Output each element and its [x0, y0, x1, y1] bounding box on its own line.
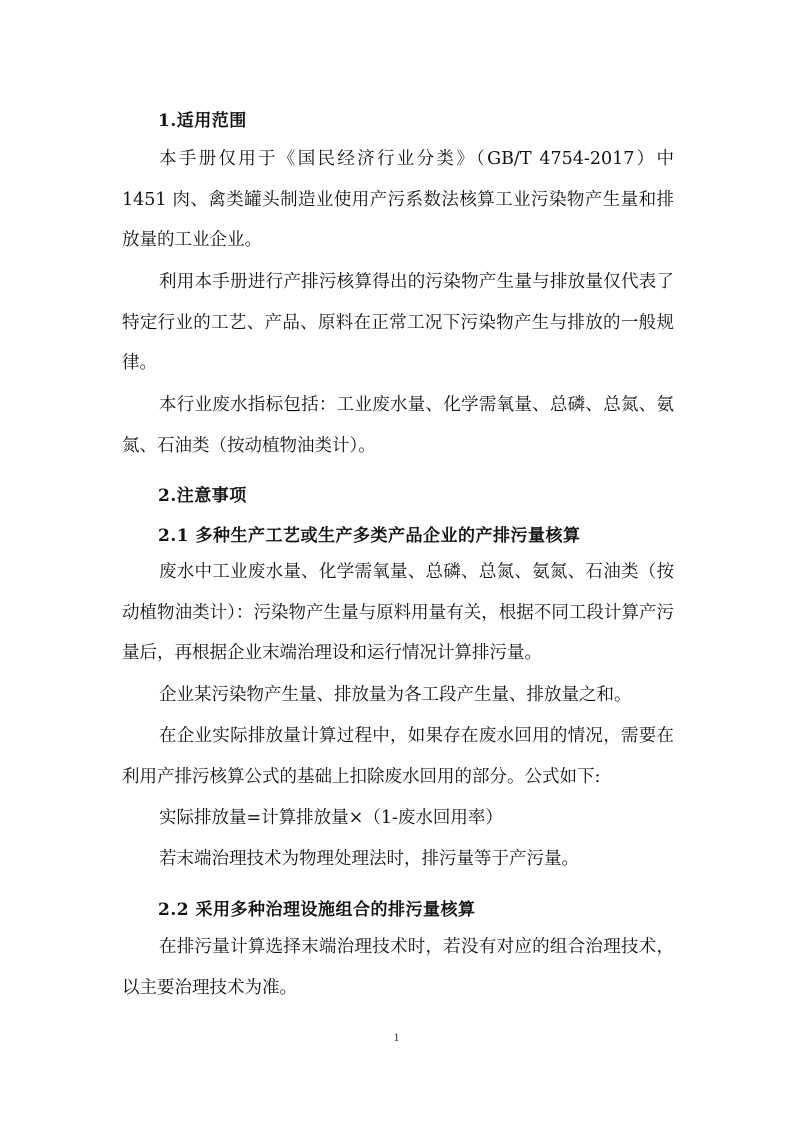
section-2-1-paragraph-2: 企业某污染物产生量、排放量为各工段产生量、排放量之和。 [159, 685, 632, 705]
section-1-paragraph-1: 本手册仅用于《国民经济行业分类》（GB/T 4754-2017）中 1451 肉、禽类罐头制造业使用产污系数法核算工业污染物产生量和排放量的工业企业。 [122, 149, 674, 251]
section-2-1-paragraph-3: 在企业实际排放量计算过程中，如果存在废水回用的情况，需要在利用产排污核算公式的基础上扣除废水回用的部分。公式如下: [122, 726, 674, 787]
section-2-2-paragraph-1: 在排污量计算选择末端治理技术时，若没有对应的组合治理技术，以主要治理技术为准。 [122, 937, 674, 998]
section-1-heading: 1.适用范围 [158, 111, 247, 131]
section-2-2-heading: 2.2 采用多种治理设施组合的排污量核算 [158, 900, 476, 920]
section-1-paragraph-3: 本行业废水指标包括：工业废水量、化学需氧量、总磷、总氮、氨氮、石油类（按动植物油类计）。 [122, 395, 674, 456]
section-2-heading: 2.注意事项 [158, 486, 247, 506]
section-2-1-paragraph-1: 废水中工业废水量、化学需氧量、总磷、总氮、氨氮、石油类（按动植物油类计）：污染物产生量与原料用量有关，根据不同工段计算产污量后，再根据企业末端治理设和运行情况计算排污量。 [122, 562, 674, 664]
section-2-1-paragraph-4: 若末端治理技术为物理处理法时，排污量等于产污量。 [159, 849, 579, 869]
formula-line: 实际排放量=计算排放量×（1-废水回用率） [159, 808, 503, 828]
section-2-1-heading: 2.1 多种生产工艺或生产多类产品企业的产排污量核算 [158, 526, 581, 546]
section-1-paragraph-2: 利用本手册进行产排污核算得出的污染物产生量与排放量仅代表了特定行业的工艺、产品、原料在正常工况下污染物产生与排放的一般规律。 [122, 272, 674, 374]
page-number: 1 [393, 1030, 400, 1044]
